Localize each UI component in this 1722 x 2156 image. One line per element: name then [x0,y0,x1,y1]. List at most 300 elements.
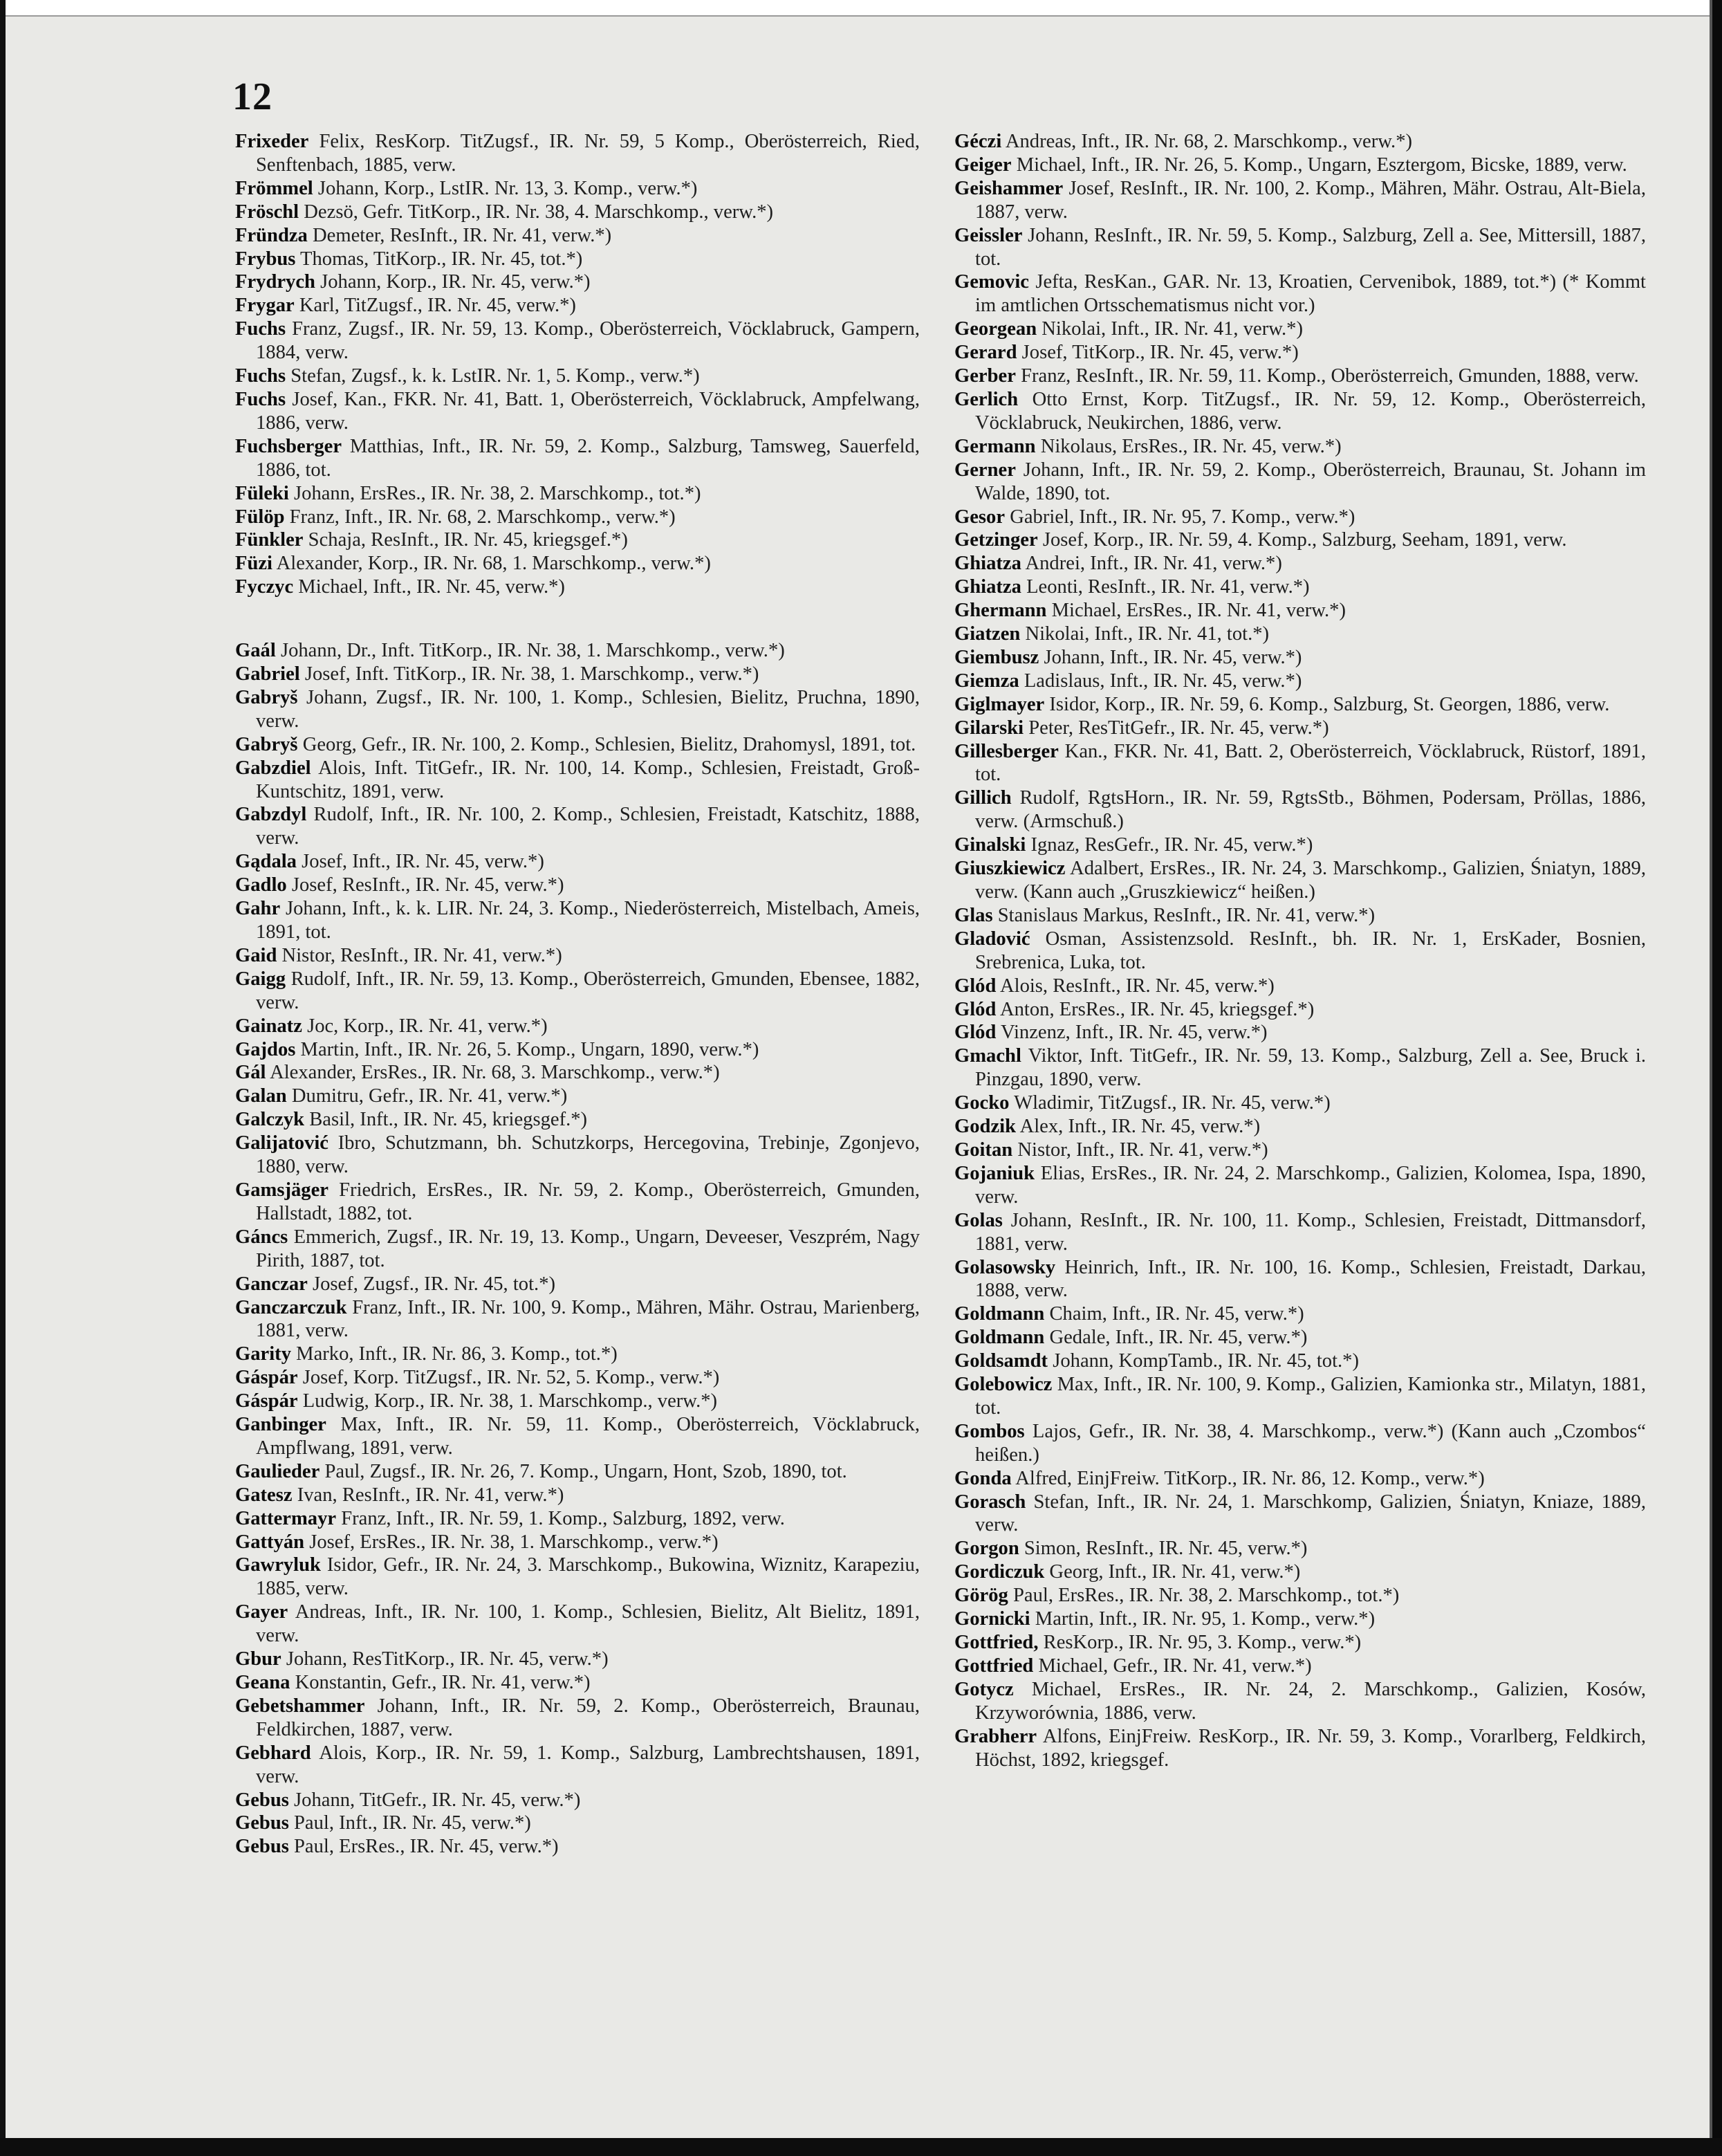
entry-details: Nikolai, Inft., IR. Nr. 41, verw.*) [1041,318,1304,340]
entry-details: Josef, Inft., IR. Nr. 45, verw.*) [302,851,544,873]
list-item [235,317,920,365]
entry-surname: Gerard [954,342,1017,364]
list-item [954,1256,1646,1303]
list-item [235,968,920,1015]
entry-details: Demeter, ResInft., IR. Nr. 41, verw.*) [313,224,612,246]
entry-details: Paul, Zugsf., IR. Nr. 26, 7. Komp., Ungarn, Hont, Szob, 1890, tot. [324,1460,847,1482]
list-item [235,686,920,733]
list-item [235,1061,920,1085]
entry-surname: Grabherr [954,1725,1037,1747]
list-item [954,1162,1646,1209]
entry-surname: Frydrych [235,271,315,293]
entry-surname: Galijatović [235,1132,328,1154]
entry-details: Josef, ResInft., IR. Nr. 100, 2. Komp., Mähren, Mähr. Ostrau, Alt-Biela, 1887, verw. [975,177,1646,223]
entry-surname: Geishammer [954,177,1064,199]
entry-details: Heinrich, Inft., IR. Nr. 100, 16. Komp., Schlesien, Freistadt, Darkau, 1888, verw. [975,1256,1646,1302]
list-item [954,1349,1646,1373]
entry-surname: Godzik [954,1116,1016,1138]
entry-details: Ignaz, ResGefr., IR. Nr. 45, verw.*) [1030,834,1313,856]
entry-surname: Gaid [235,944,277,966]
list-item [954,717,1646,740]
entry-surname: Géczi [954,131,1002,152]
list-item [235,248,920,271]
entry-details: Johann, Zugsf., IR. Nr. 100, 1. Komp., Schlesien, Bielitz, Pruchna, 1890, verw. [256,686,920,732]
entry-surname: Gilarski [954,717,1024,739]
list-item [235,552,920,575]
entry-details: Nikolaus, ErsRes., IR. Nr. 45, verw.*) [1040,435,1342,457]
list-item [954,317,1646,341]
entry-surname: Georgean [954,318,1037,340]
entry-details: Josef, Inft. TitKorp., IR. Nr. 38, 1. Marschkomp., verw.*) [304,663,759,685]
entry-details: Friedrich, ErsRes., IR. Nr. 59, 2. Komp., Oberösterreich, Gmunden, Hallstadt, 1882, tot. [256,1179,920,1224]
list-item [235,482,920,506]
entry-surname: Gocko [954,1092,1010,1114]
entry-surname: Gillesberger [954,740,1059,762]
entry-details: Paul, Inft., IR. Nr. 45, verw.*) [294,1812,531,1834]
entry-details: Michael, Inft., IR. Nr. 45, verw.*) [298,576,565,598]
list-item [954,998,1646,1022]
entry-details: Alois, ResInft., IR. Nr. 45, verw.*) [999,975,1275,997]
list-item [235,1507,920,1531]
entry-details: ResKorp., IR. Nr. 95, 3. Komp., verw.*) [1043,1632,1362,1653]
entry-surname: Gebhard [235,1742,311,1764]
entry-details: Rudolf, RgtsHorn., IR. Nr. 59, RgtsStb., Böhmen, Podersam, Pröllas, 1886, verw. (Armschuß.) [975,787,1646,833]
list-item [235,1366,920,1390]
list-item [235,1038,920,1062]
entry-details: Nistor, Inft., IR. Nr. 41, verw.*) [1017,1139,1268,1161]
entry-surname: Gombos [954,1420,1025,1442]
entry-surname: Gerlich [954,388,1019,410]
entry-details: Michael, Inft., IR. Nr. 26, 5. Komp., Ungarn, Esztergom, Bicske, 1889, verw. [1016,154,1627,176]
entry-details: Stanislaus Markus, ResInft., IR. Nr. 41, verw.*) [997,904,1376,926]
entry-surname: Gabzdyl [235,804,307,826]
entry-details: Franz, Inft., IR. Nr. 68, 2. Marschkomp., verw.*) [289,506,676,528]
list-item [235,224,920,248]
entry-surname: Germann [954,435,1036,457]
entry-surname: Glód [954,975,997,997]
entry-details: Ludwig, Korp., IR. Nr. 38, 1. Marschkomp., verw.*) [302,1390,718,1412]
entry-details: Dezsö, Gefr. TitKorp., IR. Nr. 38, 4. Marschkomp., verw.*) [304,201,774,223]
entry-surname: Gesor [954,506,1006,528]
entry-details: Rudolf, Inft., IR. Nr. 59, 13. Komp., Oberösterreich, Gmunden, Ebensee, 1882, verw. [256,968,920,1013]
entry-details: Josef, Korp., IR. Nr. 59, 4. Komp., Salzburg, Seeham, 1891, verw. [1042,529,1567,551]
entry-surname: Fuchs [235,318,286,340]
entry-details: Paul, ErsRes., IR. Nr. 45, verw.*) [294,1836,559,1858]
list-item [235,944,920,968]
entry-details: Stefan, Zugsf., k. k. LstIR. Nr. 1, 5. Komp., verw.*) [290,365,700,387]
list-item [954,904,1646,928]
entry-surname: Golas [954,1209,1003,1231]
list-item [954,1725,1646,1772]
entry-surname: Fünkler [235,529,304,551]
entry-details: Johann, Dr., Inft. TitKorp., IR. Nr. 38, 1. Marschkomp., verw.*) [280,640,785,662]
list-item [954,1491,1646,1538]
entry-details: Gedale, Inft., IR. Nr. 45, verw.*) [1049,1327,1308,1349]
entry-surname: Geana [235,1672,290,1693]
entry-surname: Gemovic [954,271,1029,293]
entry-details: Michael, ErsRes., IR. Nr. 41, verw.*) [1051,600,1346,622]
entry-details: Thomas, TitKorp., IR. Nr. 45, tot.*) [300,248,583,270]
entry-surname: Gorgon [954,1538,1019,1560]
entry-surname: Gáspár [235,1367,298,1389]
list-item [954,365,1646,388]
entry-details: Gabriel, Inft., IR. Nr. 95, 7. Komp., verw.*) [1010,506,1355,528]
entry-surname: Gattyán [235,1531,305,1553]
entry-details: Leonti, ResInft., IR. Nr. 41, verw.*) [1026,576,1310,598]
entry-details: Johann, Inft., k. k. LIR. Nr. 24, 3. Komp., Niederösterreich, Mistelbach, Ameis, 1891, tot. [256,898,920,943]
list-item [235,365,920,388]
entry-surname: Ghermann [954,600,1047,622]
list-item [235,201,920,224]
entry-details: Josef, Kan., FKR. Nr. 41, Batt. 1, Oberösterreich, Vöcklabruck, Ampfelwang, 1886, verw. [256,388,920,434]
entry-surname: Getzinger [954,529,1038,551]
list-item [235,1835,920,1859]
entry-details: Martin, Inft., IR. Nr. 26, 5. Komp., Ungarn, 1890, verw.*) [300,1038,759,1060]
list-item [954,575,1646,599]
entry-surname: Giuszkiewicz [954,858,1066,880]
entry-details: Alois, Korp., IR. Nr. 59, 1. Komp., Salzburg, Lambrechtshausen, 1891, verw. [256,1742,920,1787]
entry-details: Josef, Zugsf., IR. Nr. 45, tot.*) [312,1273,556,1295]
list-item [235,506,920,529]
list-item [954,928,1646,975]
entry-details: Johann, ErsRes., IR. Nr. 38, 2. Marschkomp., tot.*) [294,482,701,504]
list-item [954,130,1646,154]
entry-surname: Fülöp [235,506,285,528]
entry-surname: Ganczar [235,1273,308,1295]
list-item [235,874,920,897]
entry-details: Michael, ErsRes., IR. Nr. 24, 2. Marschkomp., Galizien, Kosów, Krzyworównia, 1886, verw. [975,1678,1646,1724]
entry-details: Johann, Korp., LstIR. Nr. 13, 3. Komp., verw.*) [317,177,698,199]
list-item [235,1484,920,1507]
entry-surname: Fuchs [235,388,286,410]
list-item [235,1085,920,1108]
list-item [954,670,1646,693]
list-item [235,1648,920,1671]
list-item [954,224,1646,271]
list-item [954,1678,1646,1725]
entry-details: Osman, Assistenzsold. ResInft., bh. IR. Nr. 1, ErsKader, Bosnien, Srebrenica, Luka, tot. [975,928,1646,973]
entry-details: Stefan, Inft., IR. Nr. 24, 1. Marschkomp, Galizien, Śniatyn, Kniaze, 1889, verw. [975,1491,1646,1536]
list-item [954,1115,1646,1139]
entry-surname: Gattermayr [235,1507,337,1529]
entry-details: Kan., FKR. Nr. 41, Batt. 2, Oberösterreich, Vöcklabruck, Rüstorf, 1891, tot. [975,740,1646,786]
list-item [954,177,1646,224]
scan-border-bottom [0,2138,1722,2156]
list-item [954,1021,1646,1044]
entry-surname: Gayer [235,1601,288,1623]
entry-details: Alois, Inft. TitGefr., IR. Nr. 100, 14. Komp., Schlesien, Freistadt, Groß-Kuntschitz, 1891, verw. [256,757,920,802]
entry-surname: Gordiczuk [954,1561,1045,1583]
list-item [235,1132,920,1179]
entry-surname: Goitan [954,1139,1013,1161]
entry-surname: Gaál [235,640,276,662]
entry-surname: Giatzen [954,623,1021,645]
entry-surname: Gornicki [954,1608,1030,1630]
entry-details: Johann, TitGefr., IR. Nr. 45, verw.*) [294,1789,581,1811]
entry-details: Alexander, Korp., IR. Nr. 68, 1. Marschkomp., verw.*) [276,553,711,575]
entry-surname: Giembusz [954,646,1039,668]
entry-surname: Golasowsky [954,1256,1056,1278]
list-item [235,1789,920,1812]
entry-details: Franz, Inft., IR. Nr. 59, 1. Komp., Salzburg, 1892, verw. [341,1507,785,1529]
list-item [954,506,1646,529]
list-item [954,552,1646,575]
entry-details: Nistor, ResInft., IR. Nr. 41, verw.*) [281,944,562,966]
list-item [954,1584,1646,1607]
entry-details: Johann, Inft., IR. Nr. 45, verw.*) [1044,646,1302,668]
entry-surname: Golebowicz [954,1374,1053,1396]
entry-details: Josef, Korp. TitZugsf., IR. Nr. 52, 5. Komp., verw.*) [302,1367,720,1389]
entry-surname: Galczyk [235,1109,305,1131]
entry-surname: Gál [235,1062,266,1084]
entry-details: Alfons, EinjFreiw. ResKorp., IR. Nr. 59, 3. Komp., Vorarlberg, Feldkirch, Höchst, 1892, kriegsgef. [975,1725,1646,1771]
entry-surname: Görög [954,1585,1008,1607]
list-item [235,850,920,874]
entry-surname: Gaulieder [235,1460,320,1482]
list-item [235,435,920,482]
list-item [235,1554,920,1601]
entry-surname: Gottfried [954,1655,1034,1677]
entry-details: Franz, Inft., IR. Nr. 100, 9. Komp., Mähren, Mähr. Ostrau, Marienberg, 1881, verw. [256,1296,920,1342]
entry-surname: Gajdos [235,1038,296,1060]
entry-details: Johann, KompTamb., IR. Nr. 45, tot.*) [1053,1350,1359,1372]
list-item [954,1139,1646,1162]
list-item [235,1812,920,1835]
entry-details: Dumitru, Gefr., IR. Nr. 41, verw.*) [291,1085,568,1107]
list-item [235,1601,920,1648]
scan-border-right [1712,0,1722,2156]
entry-details: Viktor, Inft. TitGefr., IR. Nr. 59, 13. Komp., Salzburg, Zell a. See, Bruck i. Pinzgau, 1890, verw. [975,1045,1646,1091]
list-item [235,897,920,944]
entry-surname: Giglmayer [954,693,1045,715]
list-item [954,388,1646,435]
list-item [235,1226,920,1273]
entry-details: Johann, ResInft., IR. Nr. 59, 5. Komp., Salzburg, Zell a. See, Mittersill, 1887, tot. [975,224,1646,270]
list-item [954,435,1646,459]
list-item [235,1695,920,1742]
entry-details: Georg, Gefr., IR. Nr. 100, 2. Komp., Schlesien, Bielitz, Drahomysl, 1891, tot. [302,733,916,755]
entry-surname: Gabriel [235,663,300,685]
list-item [954,1537,1646,1560]
entry-details: Josef, TitKorp., IR. Nr. 45, verw.*) [1021,342,1299,364]
list-item [954,1607,1646,1631]
list-item [235,1343,920,1366]
list-item [235,528,920,552]
list-item [235,1413,920,1460]
entry-surname: Gahr [235,898,281,920]
entry-details: Paul, ErsRes., IR. Nr. 38, 2. Marschkomp., tot.*) [1012,1585,1400,1607]
list-item [954,1631,1646,1655]
entry-surname: Gerner [954,459,1016,481]
entry-details: Martin, Inft., IR. Nr. 95, 1. Komp., verw.*) [1035,1608,1376,1630]
list-item [954,1209,1646,1256]
entry-details: Joc, Korp., IR. Nr. 41, verw.*) [307,1015,548,1037]
entry-surname: Goldmann [954,1327,1045,1349]
entry-surname: Giemza [954,670,1019,692]
entry-surname: Gądala [235,851,297,873]
list-item [235,1531,920,1554]
entry-details: Andrei, Inft., IR. Nr. 41, verw.*) [1025,553,1282,575]
entry-details: Georg, Inft., IR. Nr. 41, verw.*) [1049,1561,1301,1583]
entry-surname: Fröschl [235,201,299,223]
list-item [235,1273,920,1296]
entry-surname: Geiger [954,154,1012,176]
entry-surname: Ganbinger [235,1414,326,1436]
entry-details: Adalbert, ErsRes., IR. Nr. 24, 3. Marschkomp., Galizien, Śniatyn, 1889, verw. (Kann auch „Gruszkiewicz“ heißen.) [975,858,1646,903]
list-item [235,575,920,599]
list-item [954,341,1646,365]
entry-surname: Gamsjäger [235,1179,328,1201]
entry-surname: Gebus [235,1812,289,1834]
entry-details: Otto Ernst, Korp. TitZugsf., IR. Nr. 59, 12. Komp., Oberösterreich, Vöcklabruck, Neukirchen, 1886, verw. [975,388,1646,434]
list-item [235,663,920,686]
list-item [235,294,920,317]
list-item [954,1655,1646,1678]
entry-details: Johann, Korp., IR. Nr. 45, verw.*) [320,271,591,293]
entry-details: Johann, Inft., IR. Nr. 59, 2. Komp., Oberösterreich, Braunau, St. Johann im Walde, 1890, tot. [975,459,1646,504]
entry-surname: Gatesz [235,1484,293,1506]
entry-surname: Gabzdiel [235,757,311,779]
entry-surname: Fyczyc [235,576,294,598]
entry-details: Karl, TitZugsf., IR. Nr. 45, verw.*) [299,295,576,317]
entry-surname: Fuchsberger [235,435,342,457]
entry-details: Ladislaus, Inft., IR. Nr. 45, verw.*) [1024,670,1302,692]
list-item [235,1108,920,1132]
list-item [954,975,1646,998]
list-item [954,740,1646,787]
list-item [954,528,1646,552]
list-item [954,1326,1646,1349]
entry-surname: Glas [954,904,993,926]
entry-surname: Gainatz [235,1015,302,1037]
list-item [235,270,920,294]
list-item [235,1742,920,1789]
entry-details: Josef, ErsRes., IR. Nr. 38, 1. Marschkomp., verw.*) [309,1531,719,1553]
list-item [954,1091,1646,1115]
entry-details: Franz, Zugsf., IR. Nr. 59, 13. Komp., Oberösterreich, Vöcklabruck, Gampern, 1884, verw. [256,318,920,364]
list-item [235,130,920,177]
entry-surname: Gaigg [235,968,286,990]
entry-details: Alexander, ErsRes., IR. Nr. 68, 3. Marschkomp., verw.*) [270,1062,720,1084]
entry-details: Johann, Inft., IR. Nr. 59, 2. Komp., Oberösterreich, Braunau, Feldkirchen, 1887, verw. [256,1695,920,1740]
entry-surname: Gbur [235,1648,281,1670]
entry-details: Johann, ResInft., IR. Nr. 100, 11. Komp., Schlesien, Freistadt, Dittmansdorf, 1881, verw. [975,1209,1646,1255]
entry-details: Emmerich, Zugsf., IR. Nr. 19, 13. Komp., Ungarn, Deveeser, Veszprém, Nagy Pirith, 1887, tot. [256,1226,920,1271]
entry-surname: Geissler [954,224,1023,246]
entry-details: Rudolf, Inft., IR. Nr. 100, 2. Komp., Schlesien, Freistadt, Katschitz, 1888, verw. [256,804,920,849]
entry-surname: Galan [235,1085,287,1107]
list-item [954,1420,1646,1467]
entry-surname: Gojaniuk [954,1162,1035,1184]
entry-surname: Gawryluk [235,1554,321,1576]
entry-surname: Gabryš [235,733,298,755]
entry-surname: Gáncs [235,1226,288,1248]
list-item [235,803,920,850]
entry-surname: Füleki [235,482,289,504]
list-item [954,833,1646,857]
right-column [954,130,1646,1771]
entry-details: Johann, ResTitKorp., IR. Nr. 45, verw.*) [286,1648,609,1670]
list-item [954,1560,1646,1584]
entry-details: Basil, Inft., IR. Nr. 45, kriegsgef.*) [309,1109,588,1131]
list-item [235,1179,920,1226]
entry-surname: Gladović [954,928,1030,950]
list-item [235,1460,920,1484]
entry-details: Schaja, ResInft., IR. Nr. 45, kriegsgef.*) [308,529,628,551]
list-item [235,177,920,201]
entry-surname: Gillich [954,787,1012,809]
entry-details: Andreas, Inft., IR. Nr. 68, 2. Marschkomp., verw.*) [1005,131,1413,152]
entry-details: Franz, ResInft., IR. Nr. 59, 11. Komp., Oberösterreich, Gmunden, 1888, verw. [1021,365,1639,387]
list-item [954,154,1646,177]
entry-surname: Ganczarczuk [235,1296,347,1318]
entry-details: Konstantin, Gefr., IR. Nr. 41, verw.*) [295,1672,591,1693]
list-item [954,623,1646,646]
page-number: 12 [232,75,272,118]
list-item [235,388,920,435]
list-item [954,1044,1646,1091]
entry-surname: Glód [954,998,997,1020]
list-item [954,786,1646,833]
entry-surname: Gottfried, [954,1632,1039,1653]
list-item [954,857,1646,904]
scan-border-top [0,0,1722,17]
entry-details: Alex, Inft., IR. Nr. 45, verw.*) [1019,1116,1261,1138]
entry-surname: Gebetshammer [235,1695,365,1717]
entry-surname: Gotycz [954,1678,1014,1700]
list-item [954,459,1646,506]
entry-details: Marko, Inft., IR. Nr. 86, 3. Komp., tot.*) [296,1343,618,1365]
entry-surname: Fuchs [235,365,286,387]
list-item [235,1296,920,1343]
entry-surname: Gabryš [235,686,298,708]
entry-details: Andreas, Inft., IR. Nr. 100, 1. Komp., Schlesien, Bielitz, Alt Bielitz, 1891, verw. [256,1601,920,1647]
entry-details: Michael, Gefr., IR. Nr. 41, verw.*) [1038,1655,1312,1677]
entry-surname: Glód [954,1022,997,1044]
list-item [954,646,1646,670]
entry-details: Ibro, Schutzmann, bh. Schutzkorps, Hercegovina, Trebinje, Zgonjevo, 1880, verw. [256,1132,920,1178]
entry-surname: Garity [235,1343,291,1365]
entry-surname: Goldsamdt [954,1350,1048,1372]
entry-surname: Frömmel [235,177,313,199]
scan-border-left [0,0,6,2156]
list-item [954,1373,1646,1420]
entry-details: Elias, ErsRes., IR. Nr. 24, 2. Marschkomp., Galizien, Kolomea, Ispa, 1890, verw. [975,1162,1647,1208]
entry-surname: Frygar [235,295,295,317]
entry-details: Peter, ResTitGefr., IR. Nr. 45, verw.*) [1028,717,1329,739]
entry-surname: Gorasch [954,1491,1026,1513]
entry-details: Simon, ResInft., IR. Nr. 45, verw.*) [1024,1538,1308,1560]
entry-surname: Gadlo [235,874,287,896]
list-item [235,733,920,757]
entry-details: Wladimir, TitZugsf., IR. Nr. 45, verw.*) [1014,1092,1331,1114]
list-item [954,1467,1646,1491]
entry-surname: Fründza [235,224,308,246]
entry-surname: Ginalski [954,834,1026,856]
entry-surname: Gáspár [235,1390,298,1412]
entry-details: Max, Inft., IR. Nr. 100, 9. Komp., Galizien, Kamionka str., Milatyn, 1881, tot. [975,1374,1646,1419]
entry-surname: Gonda [954,1467,1012,1489]
list-item [954,270,1646,317]
entry-details: Isidor, Gefr., IR. Nr. 24, 3. Marschkomp., Bukowina, Wiznitz, Karapeziu, 1885, verw. [256,1554,920,1600]
entry-details: Nikolai, Inft., IR. Nr. 41, tot.*) [1025,623,1270,645]
left-column [235,130,920,1859]
list-item [954,693,1646,717]
list-item [954,1302,1646,1326]
entry-details: Chaim, Inft., IR. Nr. 45, verw.*) [1049,1303,1304,1325]
entry-details: Matthias, Inft., IR. Nr. 59, 2. Komp., Salzburg, Tamsweg, Sauerfeld, 1886, tot. [256,435,920,481]
entry-details: Lajos, Gefr., IR. Nr. 38, 4. Marschkomp., verw.*) (Kann auch „Czombos“ heißen.) [975,1420,1646,1466]
